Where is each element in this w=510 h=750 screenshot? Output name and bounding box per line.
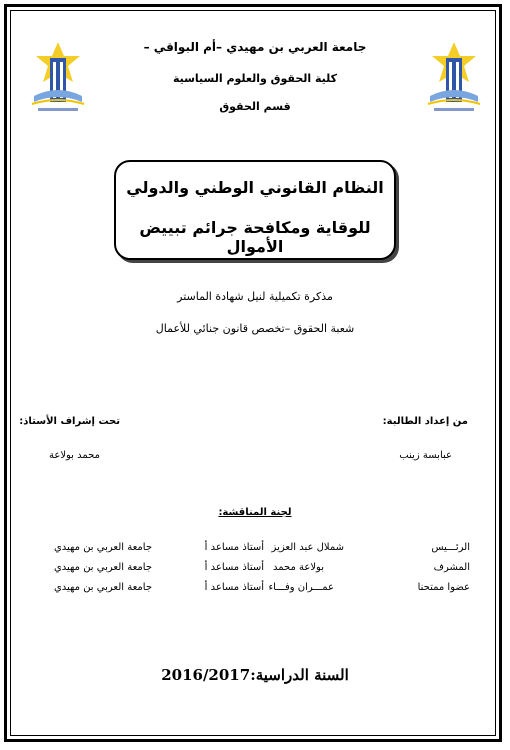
faculty-name: كلية الحقوق والعلوم السياسية	[172, 72, 338, 85]
committee-role: عضوا ممتحنا	[417, 582, 470, 593]
committee-rank: أستاذ مساعد أ	[204, 562, 264, 573]
supervisor-label: تحت إشراف الأستاذ:	[19, 416, 120, 427]
university-name: جامعة العربي بن مهيدي –أم البواقي –	[143, 40, 367, 54]
committee-university: جامعة العربي بن مهيدي	[53, 582, 152, 593]
student-name: عبابسة زينب	[399, 450, 452, 461]
committee-role: المشرف	[433, 562, 470, 573]
thesis-title-line1: النظام القانوني الوطني والدولي	[126, 178, 384, 197]
committee-university: جامعة العربي بن مهيدي	[53, 542, 152, 553]
committee-member-name: شملال عبد العزيز	[271, 542, 344, 553]
academic-year: السنة الدراسية:2016/2017	[161, 666, 349, 684]
committee-role: الرئـــيس	[431, 542, 470, 553]
committee-rank: أستاذ مساعد أ	[204, 582, 264, 593]
committee-rank: أستاذ مساعد أ	[204, 542, 264, 553]
committee-member-name: عمـــران وفـــاء	[268, 582, 334, 593]
student-label: من إعداد الطالبة:	[382, 416, 468, 427]
thesis-title-line2: للوقاية ومكافحة جرائم تبييض الأموال	[139, 218, 371, 256]
title-box	[114, 160, 396, 260]
committee-heading: لجنة المناقشة:	[218, 507, 292, 518]
degree-text: مذكرة تكميلية لنيل شهادة الماستر	[177, 290, 333, 303]
committee-member-name: بولاعة محمد	[272, 562, 324, 573]
supervisor-name: محمد بولاعة	[48, 450, 100, 461]
branch-text: شعبة الحقوق –تخصص قانون جنائي للأعمال	[155, 322, 355, 335]
page-border-inner	[10, 10, 496, 736]
department-name: قسم الحقوق	[219, 100, 291, 113]
committee-university: جامعة العربي بن مهيدي	[53, 562, 152, 573]
